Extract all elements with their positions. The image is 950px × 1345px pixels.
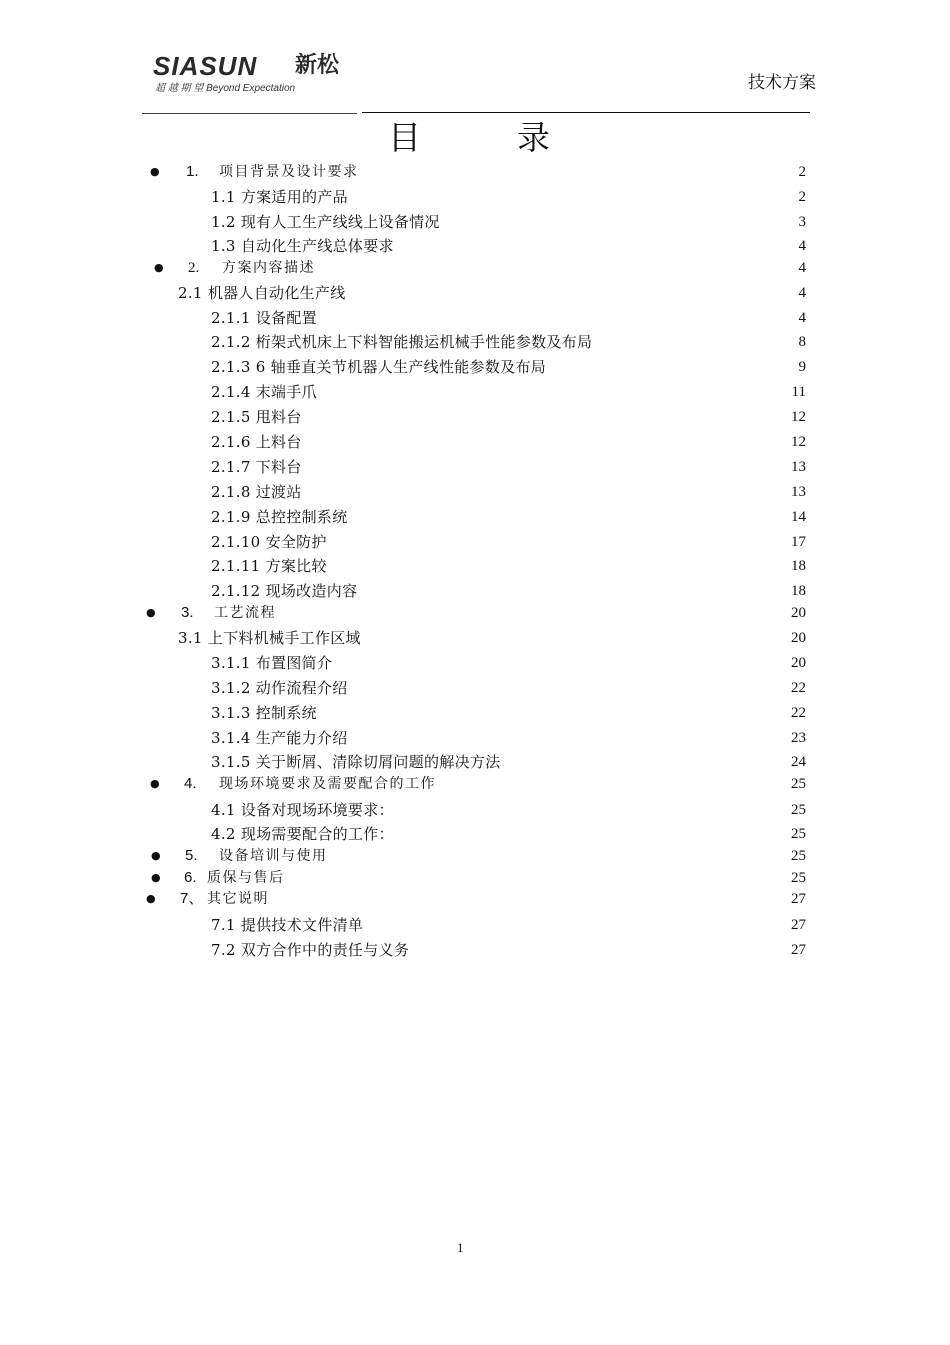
toc-entry[interactable] <box>0 307 950 329</box>
toc-entry-page: 12 <box>791 409 806 425</box>
toc-entry-label: 3.1.2 动作流程介绍 <box>211 679 348 697</box>
toc-entry[interactable] <box>0 773 950 795</box>
toc-entry[interactable] <box>0 867 950 889</box>
toc-entry-page: 13 <box>791 459 806 475</box>
toc-entry-page: 9 <box>798 359 806 375</box>
toc-entry[interactable] <box>0 257 950 279</box>
toc-entry-page: 17 <box>791 534 806 550</box>
toc-entry-page: 18 <box>791 583 806 599</box>
toc-entry[interactable] <box>0 627 950 649</box>
toc-entry-label: 2.1.2 桁架式机床上下料智能搬运机械手性能参数及布局 <box>211 333 593 351</box>
toc-entry-page: 25 <box>791 848 806 864</box>
toc-entry-label: 3.1.1 布置图简介 <box>211 654 333 672</box>
bullet-icon: ● <box>146 892 156 905</box>
toc-entry-label: 方案内容描述 <box>222 260 315 276</box>
toc-entry-label: 2.1.5 甩料台 <box>211 408 302 426</box>
toc-entry[interactable] <box>0 456 950 478</box>
bullet-icon: ● <box>151 871 161 884</box>
toc-entry-page: 25 <box>791 802 806 818</box>
toc-entry-page: 2 <box>798 164 806 180</box>
toc-entry-page: 14 <box>791 509 806 525</box>
toc-entry[interactable] <box>0 211 950 233</box>
toc-entry-label: 2.1 机器人自动化生产线 <box>178 284 346 302</box>
toc-entry-page: 25 <box>791 870 806 886</box>
toc-entry[interactable] <box>0 506 950 528</box>
toc-entry-page: 25 <box>791 826 806 842</box>
bullet-icon: ● <box>154 261 164 274</box>
toc-entry-label: 工艺流程 <box>214 605 276 621</box>
toc-entry-label: 1.3 自动化生产线总体要求 <box>211 237 394 255</box>
toc-entry-number: 2. <box>188 260 200 276</box>
toc-entry[interactable] <box>0 888 950 910</box>
toc-entry-page: 18 <box>791 558 806 574</box>
toc-entry-page: 4 <box>798 310 806 326</box>
toc-entry-number: 7、 <box>180 890 204 907</box>
toc-entry-label: 2.1.1 设备配置 <box>211 309 317 327</box>
toc-entry-label: 项目背景及设计要求 <box>219 164 359 180</box>
toc-entry-label: 4.1 设备对现场环境要求： <box>211 801 394 819</box>
logo-chinese-text: 新松 <box>295 53 340 78</box>
toc-entry-page: 20 <box>791 630 806 646</box>
toc-entry-label: 现场环境要求及需要配合的工作 <box>219 776 436 792</box>
toc-entry-page: 27 <box>791 917 806 933</box>
toc-entry-page: 22 <box>791 705 806 721</box>
toc-entry-number: 5. <box>185 847 198 864</box>
toc-entry[interactable] <box>0 799 950 821</box>
toc-entry[interactable] <box>0 481 950 503</box>
toc-entry-label: 设备培训与使用 <box>219 848 328 864</box>
bullet-icon: ● <box>150 165 160 178</box>
toc-entry[interactable] <box>0 161 950 183</box>
toc-entry-page: 27 <box>791 891 806 907</box>
toc-entry-label: 3.1 上下料机械手工作区域 <box>178 629 361 647</box>
toc-entry-label: 2.1.11 方案比较 <box>211 557 327 575</box>
toc-entry-label: 2.1.6 上料台 <box>211 433 302 451</box>
toc-entry-page: 4 <box>798 238 806 254</box>
toc-entry[interactable] <box>0 186 950 208</box>
toc-entry-label: 3.1.4 生产能力介绍 <box>211 729 348 747</box>
toc-entry-page: 4 <box>798 260 806 276</box>
toc-entry[interactable] <box>0 727 950 749</box>
header-doc-type: 技术方案 <box>748 73 816 93</box>
logo-slogan: 超 越 期 望 Beyond Expectation <box>155 83 296 94</box>
toc-entry[interactable] <box>0 431 950 453</box>
toc-entry[interactable] <box>0 751 950 773</box>
toc-entry-number: 4. <box>184 775 197 792</box>
toc-entry-label: 2.1.12 现场改造内容 <box>211 582 358 600</box>
toc-entry-label: 1.2 现有人工生产线线上设备情况 <box>211 213 440 231</box>
toc-entry[interactable] <box>0 823 950 845</box>
toc-entry-label: 2.1.4 末端手爪 <box>211 383 317 401</box>
toc-entry[interactable] <box>0 580 950 602</box>
toc-entry-label: 2.1.7 下料台 <box>211 458 302 476</box>
toc-entry-label: 7.1 提供技术文件清单 <box>211 916 364 934</box>
toc-entry-label: 2.1.8 过渡站 <box>211 483 302 501</box>
toc-entry-page: 27 <box>791 942 806 958</box>
bullet-icon: ● <box>151 849 161 862</box>
toc-entry-label: 3.1.3 控制系统 <box>211 704 317 722</box>
toc-entry-page: 11 <box>791 384 806 400</box>
toc-entry[interactable] <box>0 356 950 378</box>
toc-entry-page: 20 <box>791 655 806 671</box>
toc-entry-page: 13 <box>791 484 806 500</box>
toc-entry-page: 23 <box>791 730 806 746</box>
toc-entry-page: 20 <box>791 605 806 621</box>
toc-entry[interactable] <box>0 555 950 577</box>
toc-entry[interactable] <box>0 331 950 353</box>
toc-entry-page: 8 <box>798 334 806 350</box>
toc-entry[interactable] <box>0 702 950 724</box>
toc-entry-page: 12 <box>791 434 806 450</box>
toc-entry[interactable] <box>0 531 950 553</box>
toc-entry-label: 其它说明 <box>207 891 269 907</box>
toc-entry-number: 1. <box>186 163 199 180</box>
logo-brand-text: SIASUN <box>153 51 258 81</box>
toc-entry[interactable] <box>0 602 950 624</box>
toc-entry[interactable] <box>0 282 950 304</box>
toc-entry[interactable] <box>0 406 950 428</box>
toc-entry[interactable] <box>0 652 950 674</box>
toc-entry-number: 6. <box>184 869 197 886</box>
bullet-icon: ● <box>146 606 156 619</box>
toc-entry-label: 4.2 现场需要配合的工作： <box>211 825 394 843</box>
toc-entry-page: 2 <box>798 189 806 205</box>
toc-entry-label: 2.1.10 安全防护 <box>211 533 327 551</box>
toc-entry-label: 2.1.9 总控控制系统 <box>211 508 348 526</box>
toc-title: 目录 <box>388 118 646 157</box>
toc-entry-number: 3. <box>181 604 194 621</box>
toc-entry[interactable] <box>0 235 950 257</box>
bullet-icon: ● <box>150 777 160 790</box>
toc-entry[interactable] <box>0 914 950 936</box>
toc-entry-page: 25 <box>791 776 806 792</box>
toc-entry-label: 质保与售后 <box>207 870 285 886</box>
toc-entry[interactable] <box>0 845 950 867</box>
toc-entry-label: 2.1.3 6 轴垂直关节机器人生产线性能参数及布局 <box>211 358 547 376</box>
page-number: 1 <box>457 1240 464 1255</box>
toc-entry-page: 24 <box>791 754 806 770</box>
toc-entry-page: 4 <box>798 285 806 301</box>
toc-entry[interactable] <box>0 939 950 961</box>
toc-entry-page: 3 <box>798 214 806 230</box>
toc-entry[interactable] <box>0 381 950 403</box>
toc-entry-label: 3.1.5 关于断屑、清除切屑问题的解决方法 <box>211 753 501 771</box>
toc-entry-page: 22 <box>791 680 806 696</box>
toc-entry-label: 1.1 方案适用的产品 <box>211 188 348 206</box>
toc-entry-label: 7.2 双方合作中的责任与义务 <box>211 941 410 959</box>
toc-entry[interactable] <box>0 677 950 699</box>
